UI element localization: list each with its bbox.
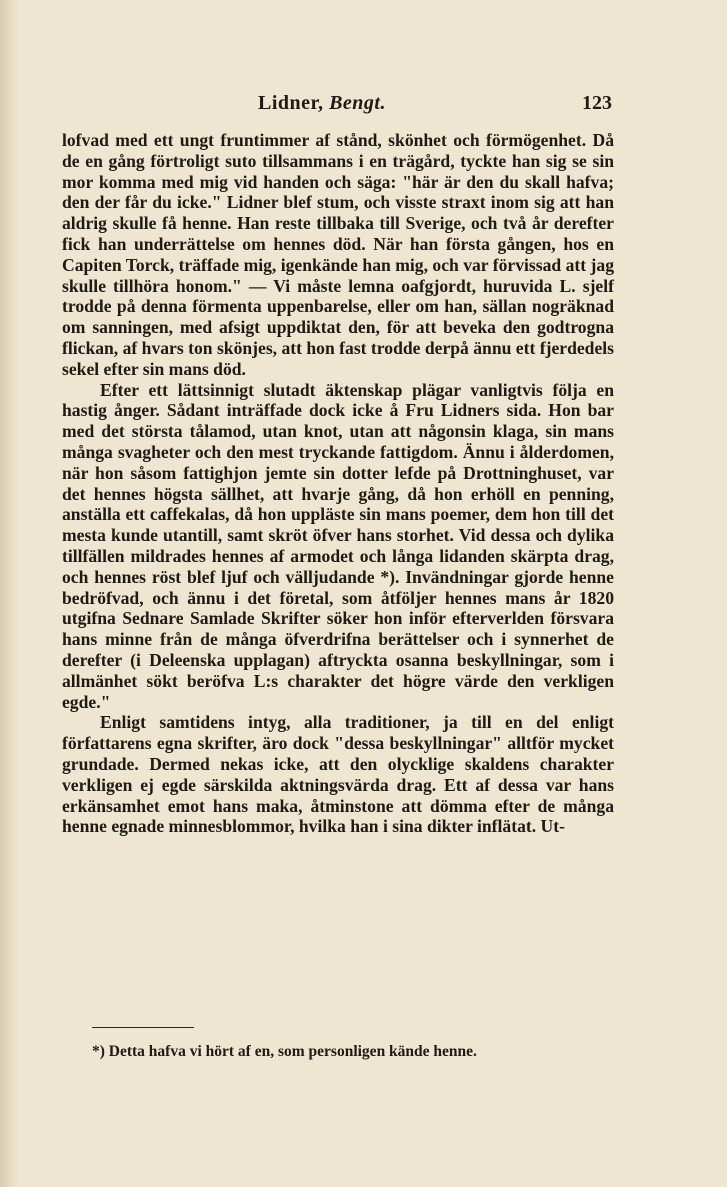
paragraph-2: Efter ett lättsinnigt slutadt äktenskap plägar vanligtvis följa en hastig ånger. Sådant inträffade dock icke å Fru Lidners sida. Hon bar med det största tålamod, utan knot, utan att någonsin klaga, sin mans många svagheter och den mest tryckande fattigdom. Ännu i ålderdomen, när hon såsom fattighjon jemte sin dotter lefde på Drottninghuset, var det hennes högsta sällhet, att hvarje gång, då hon erhöll en penning, anställa ett caffekalas, då hon uppläste sin mans poemer, dem hon till det mesta kunde utantill, samt skröt öfver hans storhet. Vid dessa och dylika tillfällen mildrades hennes af armodet och långa lidanden skärpta drag, och hennes röst blef ljuf och välljudande *). Invändningar gjorde henne bedröfvad, och ännu i det företal, som åtföljer hennes mans år 1820 utgifna Sednare Samlade Skrifter söker hon inför efterverlden försvara hans minne från de många öfverdrifna berättelser och i synnerhet de derefter (i Deleenska upplagan) aftryckta osanna beskyllningar, som i allmänhet sökt beröfva L:s charakter det högre värde den verkligen egde." [62,379,614,712]
page-number: 123 [582,92,612,114]
running-head-given-name: Bengt. [329,92,386,114]
running-head-name: Lidner, [258,92,324,114]
paragraph-3: Enligt samtidens intyg, alla traditioner, ja till en del enligt författarens egna skrifter, äro dock "dessa beskyllningar" alltför mycket grundade. Dermed nekas icke, att den olycklige skaldens charakter verkligen ej egde särskilda aktningsvärda drag. Ett af dessa var hans erkänsamhet emot hans maka, åtminstone att dömma efter de många henne egnade minnesblommor, hvilka han i sina dikter inflätat. Ut- [62,712,614,837]
footnote: *) Detta hafva vi hört af en, som personligen kände henne. [92,1043,477,1060]
body-text [62,130,614,837]
footnote-rule [92,1027,194,1028]
running-header [62,92,612,118]
paragraph-1: lofvad med ett ungt fruntimmer af stånd, skönhet och förmögenhet. Då de en gång förtroligt suto tillsammans i en trägård, tyckte han sig se sin mor komma med mig vid handen och säga: "här är den du skall hafva; den der får du icke." Lidner blef stum, och visste straxt inom sig att han aldrig skulle få henne. Han reste tillbaka till Sverige, och två år derefter fick han underrättelse om hennes död. När han första gången, hos en Capiten Torck, träffade mig, igenkände han mig, och var förvissad att jag skulle tillhöra honom." — Vi måste lemna oafgjordt, huruvida L. sjelf trodde på denna förmenta uppenbarelse, eller om han, sällan nogräknad om sanningen, med afsigt uppdiktat den, för att beveka den godtrogna flickan, af hvars ton skönjes, att hon fast trodde derpå ännu ett fjerdedels sekel efter sin mans död. [62,130,614,379]
page-edge-shadow [0,0,18,1187]
running-head [258,92,386,115]
